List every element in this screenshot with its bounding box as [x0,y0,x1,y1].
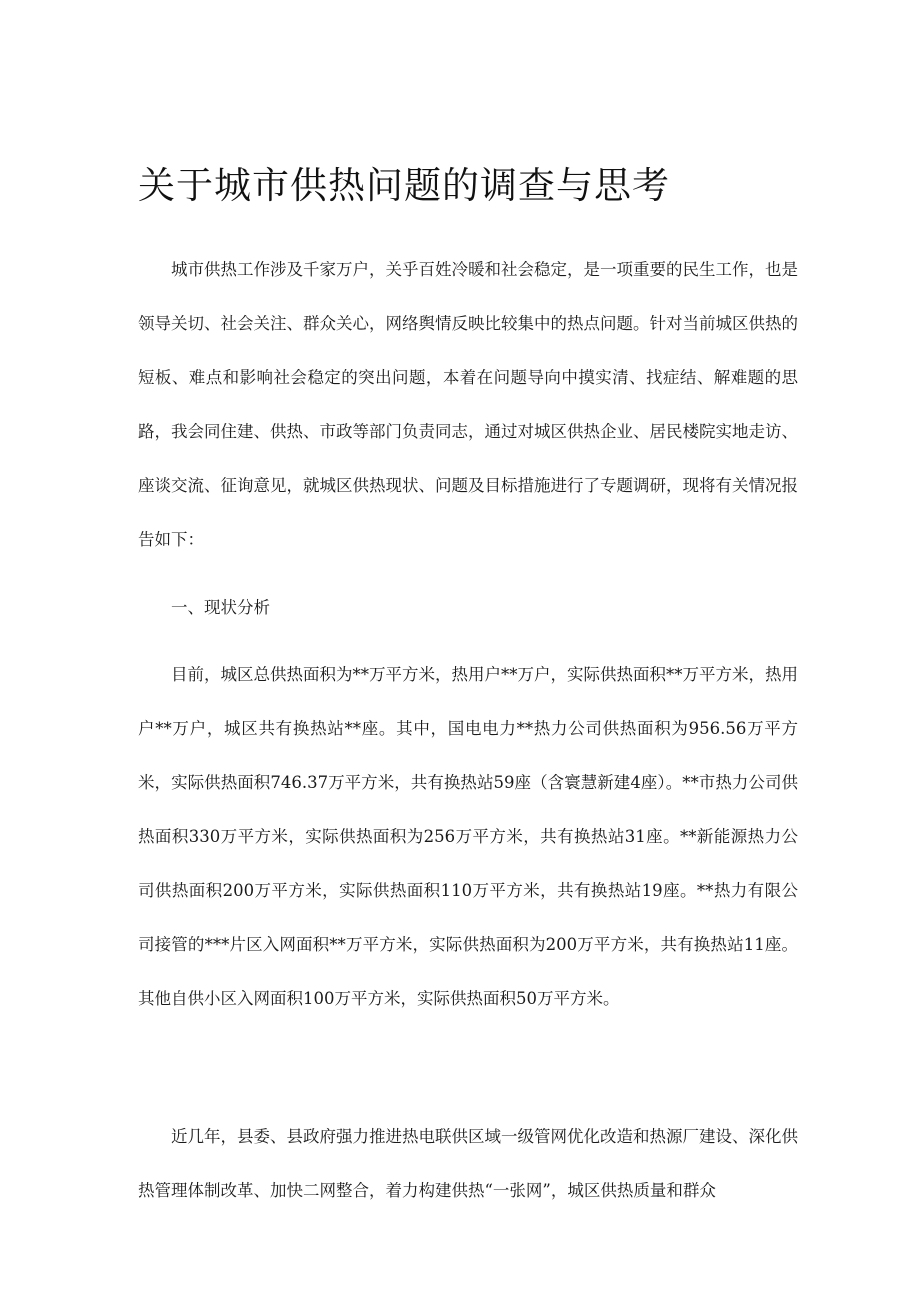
recent-years-paragraph: 近几年，县委、县政府强力推进热电联供区域一级管网优化改造和热源厂建设、深化供热管理体制改革、加快二网整合，着力构建供热“一张网”，城区供热质量和群众 [138,1127,798,1200]
intro-paragraph: 城市供热工作涉及千家万户，关乎百姓冷暖和社会稳定，是一项重要的民生工作，也是领导关切、社会关注、群众关心，网络舆情反映比较集中的热点问题。针对当前城区供热的短板、难点和影响社会稳定的突出问题，本着在问题导向中摸实清、找症结、解难题的思路，我会同住建、供热、市政等部门负责同志，通过对城区供热企业、居民楼院实地走访、座谈交流、征询意见，就城区供热现状、问题及目标措施进行了专题调研，现将有关情况报告如下： [138,260,798,549]
section-heading-status-analysis: 一、现状分析 [171,598,270,617]
document-title: 关于城市供热问题的调查与思考 [138,164,670,207]
status-paragraph: 目前，城区总供热面积为**万平方米，热用户**万户，实际供热面积**万平方米，热用户**万户，城区共有换热站**座。其中，国电电力**热力公司供热面积为956.56万平方米，实际供热面积746.37万平方米，共有换热站59座（含寰慧新建4座）。**市热力公司供热面积330万平方米，实际供热面积为256万平方米，共有换热站31座。**新能源热力公司供热面积200万平方米，实际供热面积110万平方米，共有换热站19座。**热力有限公司接管的***片区入网面积**万平方米，实际供热面积为200万平方米，共有换热站11座。其他自供小区入网面积100万平方米，实际供热面积50万平方米。 [138,665,798,1008]
